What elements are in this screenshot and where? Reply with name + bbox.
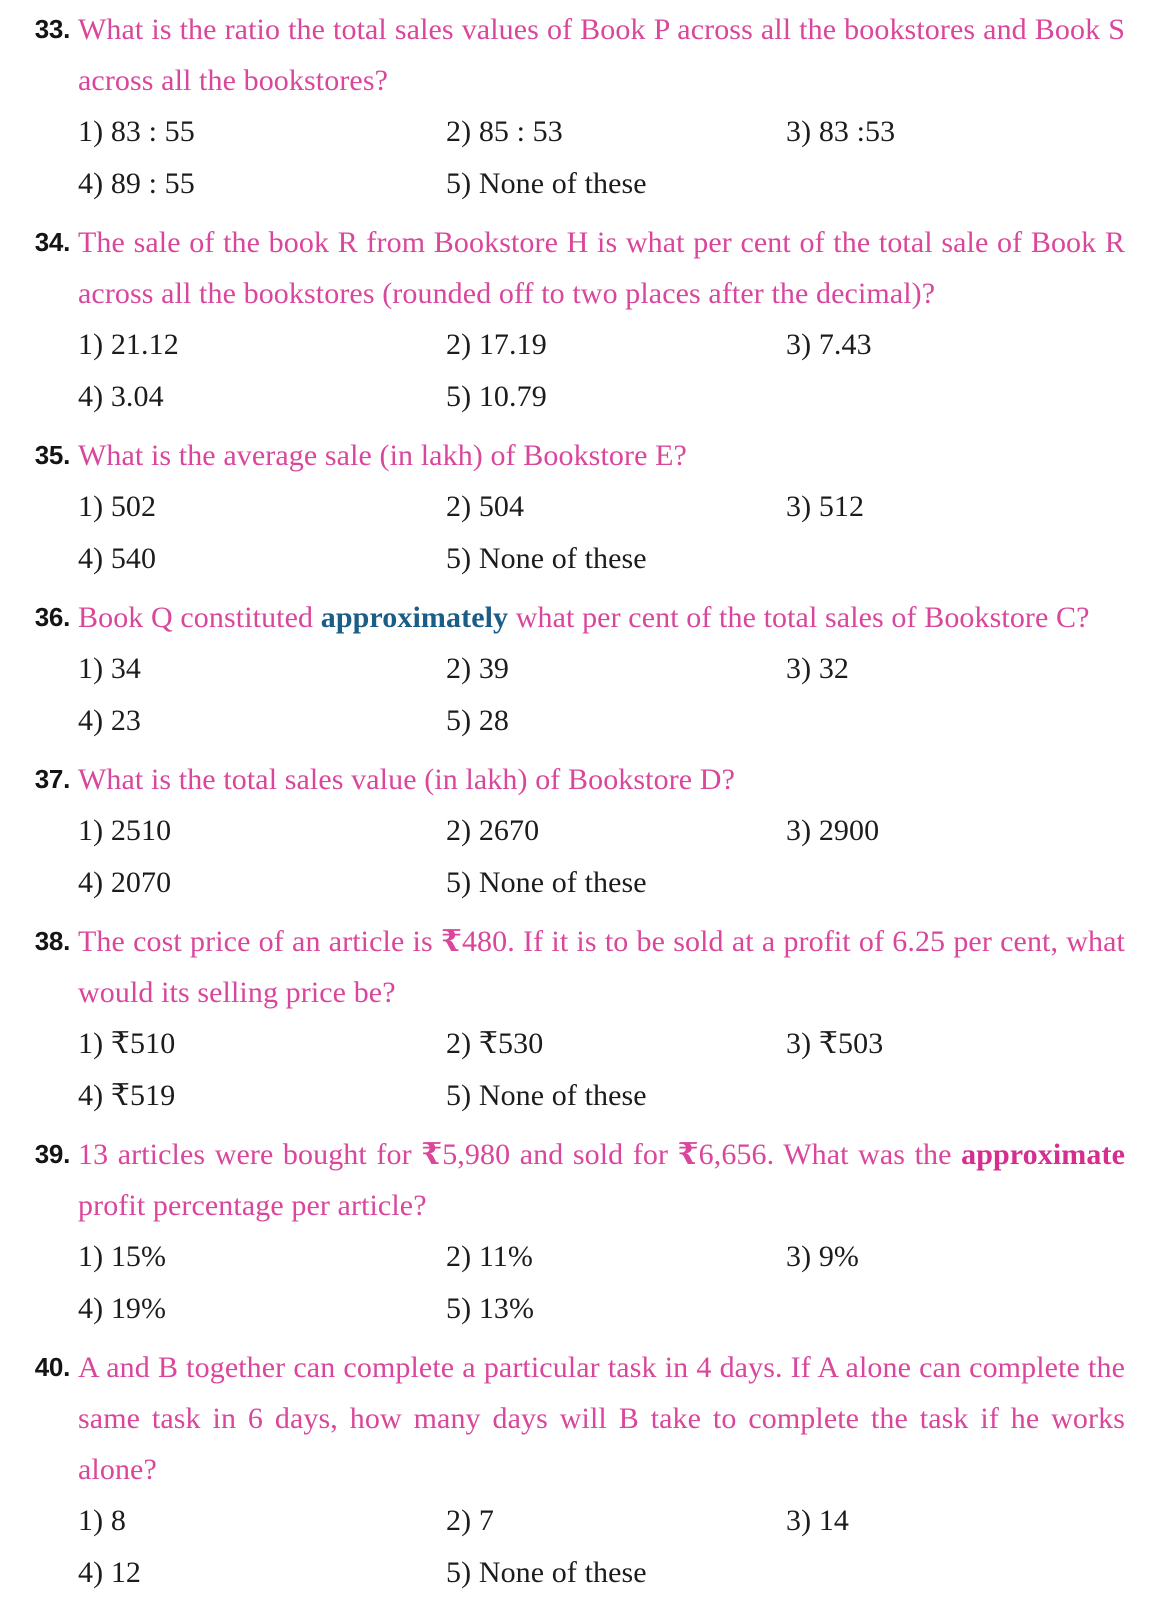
option-row: [78, 695, 1125, 747]
option-choice[interactable]: [446, 319, 547, 371]
question-body: [78, 916, 1125, 1122]
question-block: [0, 592, 1125, 747]
option-label: 83 :53: [818, 115, 896, 148]
option-choice[interactable]: [446, 805, 539, 857]
question-text-run: Book Q constituted: [78, 601, 321, 634]
option-choice[interactable]: [786, 643, 849, 695]
option-choice[interactable]: [78, 643, 141, 695]
option-key: 5): [446, 542, 472, 575]
option-choice[interactable]: [446, 481, 524, 533]
option-row: [78, 1547, 1125, 1599]
question-text-run: What is the average sale (in lakh) of Bookstore E?: [78, 439, 687, 472]
option-choice[interactable]: [446, 1495, 494, 1547]
option-label: 39: [478, 652, 510, 685]
option-choice[interactable]: [446, 106, 563, 158]
option-row: [78, 643, 1125, 695]
option-key: 3): [786, 1027, 812, 1060]
option-choice[interactable]: [446, 643, 509, 695]
option-row: [78, 805, 1125, 857]
option-choice[interactable]: [446, 1283, 534, 1335]
option-key: 2): [446, 328, 472, 361]
option-key: 2): [446, 1027, 472, 1060]
option-choice[interactable]: [78, 1283, 166, 1335]
option-label: 17.19: [478, 328, 547, 361]
option-label: 2670: [478, 814, 540, 847]
option-label: 504: [478, 490, 525, 523]
option-label: ₹503: [818, 1027, 884, 1060]
option-choice[interactable]: [786, 1018, 883, 1070]
option-choice[interactable]: [78, 1495, 126, 1547]
option-choice[interactable]: [786, 1495, 849, 1547]
option-label: 9%: [818, 1240, 860, 1273]
option-label: ₹519: [110, 1079, 176, 1112]
emphasis-word: approximate: [961, 1138, 1125, 1171]
question-text: [78, 1129, 1125, 1231]
option-choice[interactable]: [786, 1231, 859, 1283]
question-text-run: 13 articles were bought for: [78, 1138, 422, 1171]
question-number: 37.: [34, 764, 70, 794]
option-label: 12: [110, 1556, 142, 1589]
rupee-symbol: ₹: [440, 925, 462, 958]
option-choice[interactable]: [78, 1547, 141, 1599]
option-label: 2510: [110, 814, 172, 847]
option-key: 3): [786, 814, 812, 847]
question-number: 35.: [34, 440, 70, 470]
option-label: 8: [110, 1504, 126, 1537]
rupee-symbol: ₹: [677, 1138, 699, 1171]
question-text: [78, 754, 1125, 805]
question-body: [78, 1129, 1125, 1335]
option-choice[interactable]: [78, 481, 156, 533]
option-key: 1): [78, 1240, 104, 1273]
option-choice[interactable]: [78, 695, 141, 747]
question-body: [78, 754, 1125, 909]
option-key: 2): [446, 1504, 472, 1537]
option-row: [78, 533, 1125, 585]
question-text-run: 5,980 and sold for: [442, 1138, 678, 1171]
option-label: None of these: [478, 1079, 647, 1112]
option-choice[interactable]: [78, 158, 195, 210]
question-block: [0, 430, 1125, 585]
option-key: 1): [78, 490, 104, 523]
option-row: [78, 1018, 1125, 1070]
option-choice[interactable]: [446, 1231, 533, 1283]
option-row: [78, 1495, 1125, 1547]
option-row: [78, 481, 1125, 533]
option-key: 5): [446, 1556, 472, 1589]
option-key: 1): [78, 1504, 104, 1537]
option-choice[interactable]: [786, 481, 864, 533]
question-number: 40.: [34, 1352, 70, 1382]
option-key: 1): [78, 814, 104, 847]
option-row: [78, 1070, 1125, 1122]
option-label: None of these: [478, 866, 647, 899]
option-label: 32: [818, 652, 850, 685]
question-number: 36.: [34, 602, 70, 632]
question-number: 39.: [34, 1139, 70, 1169]
option-choice[interactable]: [446, 1547, 647, 1599]
option-row: [78, 371, 1125, 423]
option-choice[interactable]: [78, 1018, 175, 1070]
option-choice[interactable]: [78, 857, 171, 909]
option-label: None of these: [478, 1556, 647, 1589]
question-text-run: 480. If it is to be sold at a profit of 6.25 per cent, what would its selling price be?: [78, 925, 1125, 1009]
rupee-symbol: ₹: [421, 1138, 443, 1171]
option-key: 2): [446, 115, 472, 148]
option-key: 4): [78, 380, 104, 413]
option-row: [78, 857, 1125, 909]
option-key: 1): [78, 115, 104, 148]
option-label: 23: [110, 704, 142, 737]
option-key: 1): [78, 1027, 104, 1060]
question-text-run: What is the total sales value (in lakh) of Bookstore D?: [78, 763, 735, 796]
option-key: 5): [446, 704, 472, 737]
option-choice[interactable]: [78, 805, 171, 857]
option-key: 5): [446, 380, 472, 413]
option-row: [78, 319, 1125, 371]
option-choice[interactable]: [78, 106, 195, 158]
option-label: 3.04: [110, 380, 164, 413]
option-key: 5): [446, 1292, 472, 1325]
option-label: 85 : 53: [478, 115, 563, 148]
question-body: [78, 217, 1125, 423]
option-row: [78, 158, 1125, 210]
option-choice[interactable]: [786, 106, 895, 158]
option-label: 7.43: [818, 328, 872, 361]
option-key: 4): [78, 704, 104, 737]
option-label: 15%: [110, 1240, 167, 1273]
option-key: 3): [786, 652, 812, 685]
option-label: 540: [110, 542, 157, 575]
option-label: 11%: [478, 1240, 533, 1273]
option-label: ₹510: [110, 1027, 176, 1060]
option-key: 2): [446, 652, 472, 685]
option-key: 4): [78, 167, 104, 200]
option-label: 13%: [478, 1292, 535, 1325]
question-block: [0, 1129, 1125, 1335]
question-body: [78, 4, 1125, 210]
option-choice[interactable]: [786, 805, 879, 857]
option-key: 4): [78, 1292, 104, 1325]
question-block: [0, 217, 1125, 423]
option-key: 3): [786, 1504, 812, 1537]
option-key: 4): [78, 542, 104, 575]
option-choice[interactable]: [446, 857, 647, 909]
question-body: [78, 430, 1125, 585]
question-block: [0, 4, 1125, 210]
question-text: [78, 1342, 1125, 1495]
option-choice[interactable]: [446, 158, 647, 210]
option-choice[interactable]: [446, 371, 547, 423]
question-number: 34.: [34, 227, 70, 257]
option-choice[interactable]: [78, 1070, 175, 1122]
question-number: 33.: [34, 14, 70, 44]
option-label: 14: [818, 1504, 850, 1537]
option-row: [78, 1231, 1125, 1283]
question-number: 38.: [34, 926, 70, 956]
option-key: 5): [446, 1079, 472, 1112]
option-label: 34: [110, 652, 142, 685]
option-choice[interactable]: [446, 1070, 647, 1122]
question-text: [78, 916, 1125, 1018]
option-choice[interactable]: [78, 319, 179, 371]
option-choice[interactable]: [446, 695, 509, 747]
option-key: 3): [786, 328, 812, 361]
option-label: 19%: [110, 1292, 167, 1325]
option-choice[interactable]: [78, 533, 156, 585]
question-text-run: The cost price of an article is: [78, 925, 441, 958]
option-label: 512: [818, 490, 865, 523]
option-key: 4): [78, 1556, 104, 1589]
question-text-run: 6,656. What was the: [698, 1138, 962, 1171]
question-block: [0, 916, 1125, 1122]
question-text: [78, 430, 1125, 481]
question-text: [78, 592, 1125, 643]
option-label: ₹530: [478, 1027, 544, 1060]
question-text-run: profit percentage per article?: [78, 1189, 427, 1222]
option-choice[interactable]: [78, 1231, 166, 1283]
question-list: [0, 4, 1125, 1599]
option-label: 21.12: [110, 328, 179, 361]
option-choice[interactable]: [78, 371, 164, 423]
option-label: 83 : 55: [110, 115, 195, 148]
option-key: 2): [446, 814, 472, 847]
option-key: 5): [446, 866, 472, 899]
question-text-run: The sale of the book R from Bookstore H is what per cent of the total sale of Book R across all the bookstores (rounded off to two places after the decimal)?: [78, 226, 1125, 310]
question-text-run: A and B together can complete a particular task in 4 days. If A alone can complete the same task in 6 days, how many days will B take to complete the task if he works alone?: [78, 1351, 1125, 1486]
question-body: [78, 1342, 1125, 1599]
option-label: 2070: [110, 866, 172, 899]
option-label: None of these: [478, 167, 647, 200]
option-key: 3): [786, 115, 812, 148]
emphasis-word: approximately: [320, 601, 509, 634]
question-text: [78, 217, 1125, 319]
option-choice[interactable]: [446, 533, 647, 585]
option-key: 4): [78, 866, 104, 899]
question-text: [78, 4, 1125, 106]
option-key: 3): [786, 490, 812, 523]
question-text-run: what per cent of the total sales of Bookstore C?: [508, 601, 1090, 634]
option-key: 1): [78, 652, 104, 685]
option-key: 3): [786, 1240, 812, 1273]
option-label: 2900: [818, 814, 880, 847]
option-key: 2): [446, 1240, 472, 1273]
option-key: 2): [446, 490, 472, 523]
option-label: 10.79: [478, 380, 547, 413]
option-key: 1): [78, 328, 104, 361]
option-key: 5): [446, 167, 472, 200]
question-block: [0, 754, 1125, 909]
question-block: [0, 1342, 1125, 1599]
option-label: 502: [110, 490, 157, 523]
option-row: [78, 106, 1125, 158]
question-text-run: What is the ratio the total sales values of Book P across all the bookstores and Book S across all the bookstores?: [78, 13, 1125, 97]
option-label: 7: [478, 1504, 494, 1537]
option-choice[interactable]: [786, 319, 872, 371]
option-key: 4): [78, 1079, 104, 1112]
option-label: 89 : 55: [110, 167, 195, 200]
option-row: [78, 1283, 1125, 1335]
option-label: 28: [478, 704, 510, 737]
option-label: None of these: [478, 542, 647, 575]
option-choice[interactable]: [446, 1018, 543, 1070]
question-body: [78, 592, 1125, 747]
